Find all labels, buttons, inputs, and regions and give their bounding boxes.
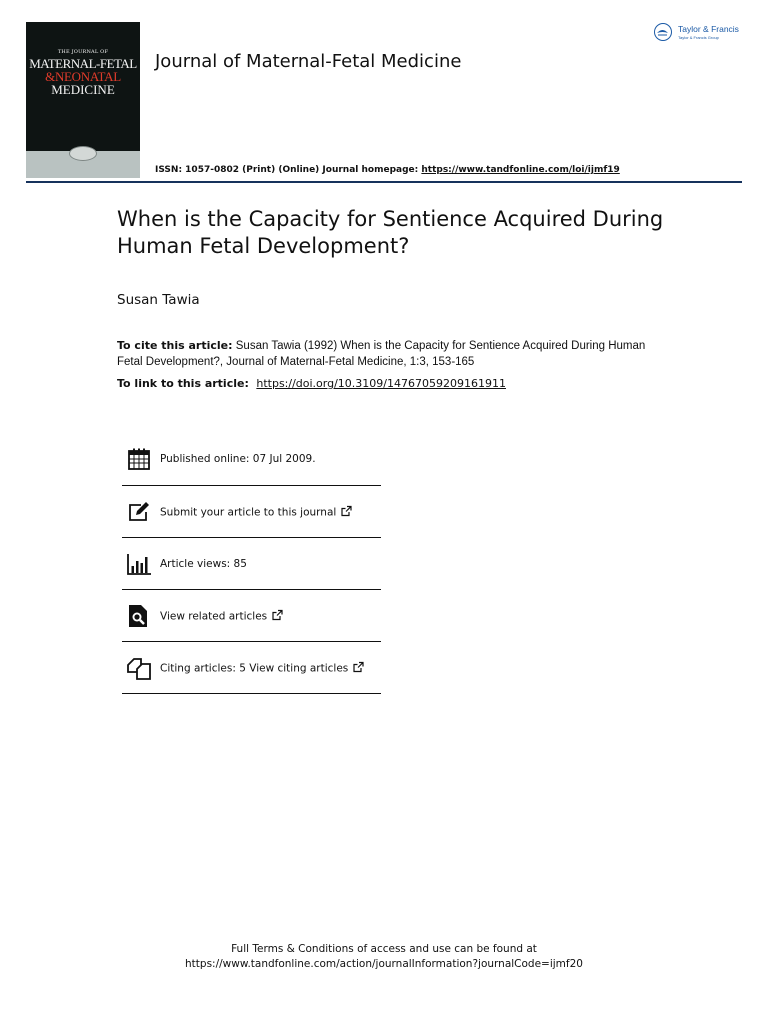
- submit-article-text: Submit your article to this journal: [160, 506, 337, 518]
- citing-articles-text: Citing articles: 5 View citing articles: [160, 662, 349, 674]
- search-document-icon: [127, 604, 151, 628]
- external-link-icon: [353, 661, 364, 672]
- article-link-label: To link to this article:: [117, 377, 249, 390]
- journal-homepage-link[interactable]: https://www.tandfonline.com/loi/ijmf19: [421, 165, 620, 175]
- cover-line: &NEONATAL: [45, 69, 121, 84]
- bar-chart-icon: [127, 552, 151, 576]
- calendar-icon: [127, 447, 151, 471]
- article-title: When is the Capacity for Sentience Acquired During Human Fetal Development?: [117, 207, 664, 258]
- citation-block: [117, 338, 657, 370]
- cover-line: MATERNAL-FETAL: [29, 56, 137, 71]
- article-link-block: [117, 377, 506, 390]
- journal-cover-image: [26, 22, 140, 178]
- edit-icon: [127, 500, 151, 524]
- related-articles-text: View related articles: [160, 610, 268, 622]
- citing-articles-icon: [127, 656, 151, 680]
- external-link-icon: [272, 609, 283, 620]
- citation-text: Susan Tawia (1992) When is the Capacity for Sentience Acquired During Human Fetal Development?, Journal of Maternal-Fetal Medicine, 1:3, 153-165: [117, 340, 646, 368]
- footer-terms-link[interactable]: https://www.tandfonline.com/action/journalInformation?journalCode=ijmf20: [185, 958, 583, 970]
- cover-line: THE JOURNAL OF: [57, 49, 109, 55]
- issn-text: ISSN: 1057-0802 (Print) (Online) Journal homepage:: [155, 165, 422, 175]
- article-views-row: [122, 538, 381, 590]
- citing-articles-link[interactable]: [160, 661, 364, 674]
- publisher-logo-icon: [654, 23, 672, 41]
- publisher-logo[interactable]: [654, 22, 748, 46]
- citation-label: To cite this article:: [117, 339, 233, 352]
- issn-line: [155, 165, 620, 175]
- submit-article-row[interactable]: [122, 486, 381, 538]
- published-online-text: Published online: 07 Jul 2009.: [160, 453, 316, 465]
- article-views-text: Article views: 85: [160, 557, 247, 570]
- footer: [0, 942, 768, 972]
- article-info-list: [122, 433, 381, 694]
- cover-line: MEDICINE: [51, 82, 115, 97]
- article-author: Susan Tawia: [117, 292, 200, 308]
- publisher-tagline: Taylor & Francis Group: [678, 35, 719, 40]
- journal-title[interactable]: Journal of Maternal-Fetal Medicine: [155, 51, 462, 72]
- doi-link[interactable]: https://doi.org/10.3109/14767059209161911: [256, 377, 506, 390]
- published-online-row: [122, 433, 381, 486]
- related-articles-link[interactable]: [160, 609, 283, 622]
- external-link-icon: [341, 505, 352, 516]
- publisher-name: Taylor & Francis: [678, 24, 739, 34]
- related-articles-row[interactable]: [122, 590, 381, 642]
- submit-article-link[interactable]: [160, 505, 352, 518]
- citing-articles-row[interactable]: [122, 642, 381, 694]
- cover-seal: [69, 146, 97, 161]
- footer-terms-text: Full Terms & Conditions of access and use can be found at: [231, 943, 537, 955]
- header-divider: [26, 181, 742, 183]
